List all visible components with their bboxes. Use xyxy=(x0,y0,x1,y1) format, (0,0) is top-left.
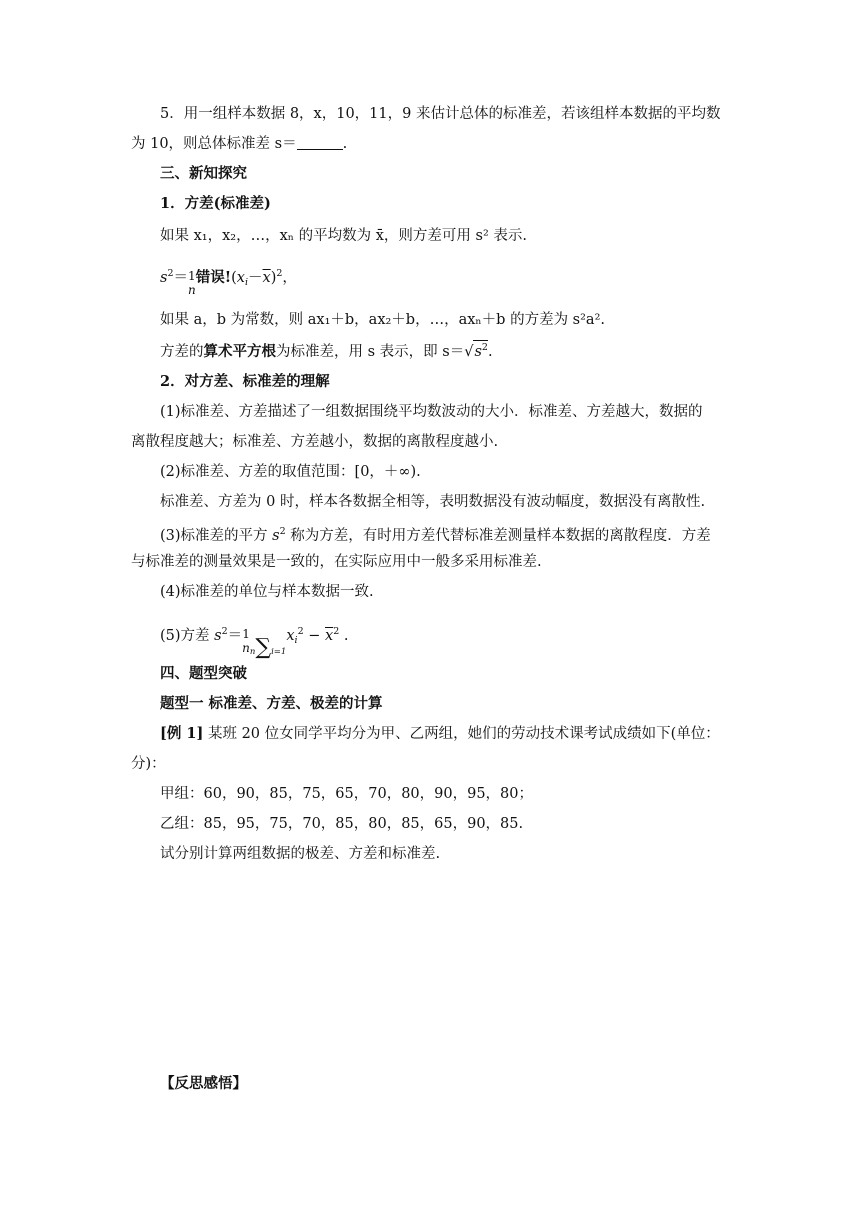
question-5-end: . xyxy=(342,136,348,152)
summation-symbol: n∑i=1 xyxy=(249,635,287,660)
example-1-line-2: 分)： xyxy=(131,756,166,772)
arithmetic-square-root: 算术平方根 xyxy=(203,343,276,360)
example-1-label: [例 1] xyxy=(160,725,204,742)
formula-error-text: 错误! xyxy=(195,269,232,286)
item-4: (4)标准差的单位与样本数据一致. xyxy=(160,584,374,600)
linear-transform-variance: 如果 a，b 为常数，则 ax₁＋b，ax₂＋b，…，axₙ＋b 的方差为 s²a². xyxy=(160,312,606,328)
question-5-line-2 xyxy=(131,134,347,154)
question-5-line-1: 5．用一组样本数据 8，x，10，11，9 来估计总体的标准差，若该组样本数据的平均数 xyxy=(160,106,721,122)
fraction-1-over-n: 1 n xyxy=(188,269,196,297)
section-4-title: 四、题型突破 xyxy=(160,665,247,682)
sqrt-symbol: √ xyxy=(464,344,474,360)
example-1-task: 试分别计算两组数据的极差、方差和标准差. xyxy=(160,846,441,862)
fraction-1-over-n-2: 1 n xyxy=(242,627,250,655)
item-1-line-2: 离散程度越大；标准差、方差越小，数据的离散程度越小. xyxy=(131,434,499,450)
variance-formula: $s^2=$ 1 n 错误$!(x_i-\overline{x})^2$， xyxy=(160,268,297,297)
variance-definition: 如果 x₁，x₂，…，xₙ 的平均数为 x̄，则方差可用 s² 表示. xyxy=(160,228,528,244)
item-2: (2)标准差、方差的取值范围：[0，＋∞). xyxy=(160,464,421,480)
question-5-text: 为 10，则总体标准差 s＝ xyxy=(131,136,297,152)
item-5-pre: (5)方差 xyxy=(160,628,215,644)
item-5-formula: (5)方差 $s^2=$ 1 n $n\sum i=1x_i^2 - \overline{x}^2$ . xyxy=(160,626,349,660)
item-1-line-1: (1)标准差、方差描述了一组数据围绕平均数波动的大小．标准差、方差越大，数据的 xyxy=(160,404,703,420)
reflection-title: 【反思感悟】 xyxy=(160,1075,247,1092)
example-1-line-1 xyxy=(160,724,720,744)
subsection-variance-title: 1．方差(标准差) xyxy=(160,195,271,212)
example-1-text: 某班 20 位女同学平均分为甲、乙两组，她们的劳动技术课考试成绩如下(单位： xyxy=(203,726,720,742)
std-dev-text-post: 为标准差，用 s 表示，即 s＝ xyxy=(276,344,465,360)
std-dev-text-pre: 方差的 xyxy=(160,344,204,360)
item-3-line-1: (3)标准差的平方 $s^2$ 称为方差，有时用方差代替标准差测量样本数据的离散程度．方差 xyxy=(160,526,711,544)
item-3-post: 称为方差，有时用方差代替标准差测量样本数据的离散程度．方差 xyxy=(285,528,711,544)
std-dev-definition: 方差的算术平方根为标准差，用 s 表示，即 $s=√s^2$. xyxy=(160,342,493,360)
sqrt-radicand: $s^2$ xyxy=(474,342,488,360)
item-2-note: 标准差、方差为 0 时，样本各数据全相等，表明数据没有波动幅度，数据没有离散性. xyxy=(160,494,706,510)
item-3-line-2: 与标准差的测量效果是一致的，在实际应用中一般多采用标准差. xyxy=(131,554,542,570)
group-a-scores: 甲组：60，90，85，75，65，70，80，90，95，80； xyxy=(160,786,534,802)
type-1-title: 题型一 标准差、方差、极差的计算 xyxy=(160,695,383,712)
section-3-title: 三、新知探究 xyxy=(160,165,247,182)
subsection-understanding-title: 2．对方差、标准差的理解 xyxy=(160,373,330,390)
group-b-scores: 乙组：85，95，75，70，85，80，85，65，90，85. xyxy=(160,816,524,832)
answer-blank xyxy=(297,135,343,150)
item-3-pre: (3)标准差的平方 xyxy=(160,528,273,544)
